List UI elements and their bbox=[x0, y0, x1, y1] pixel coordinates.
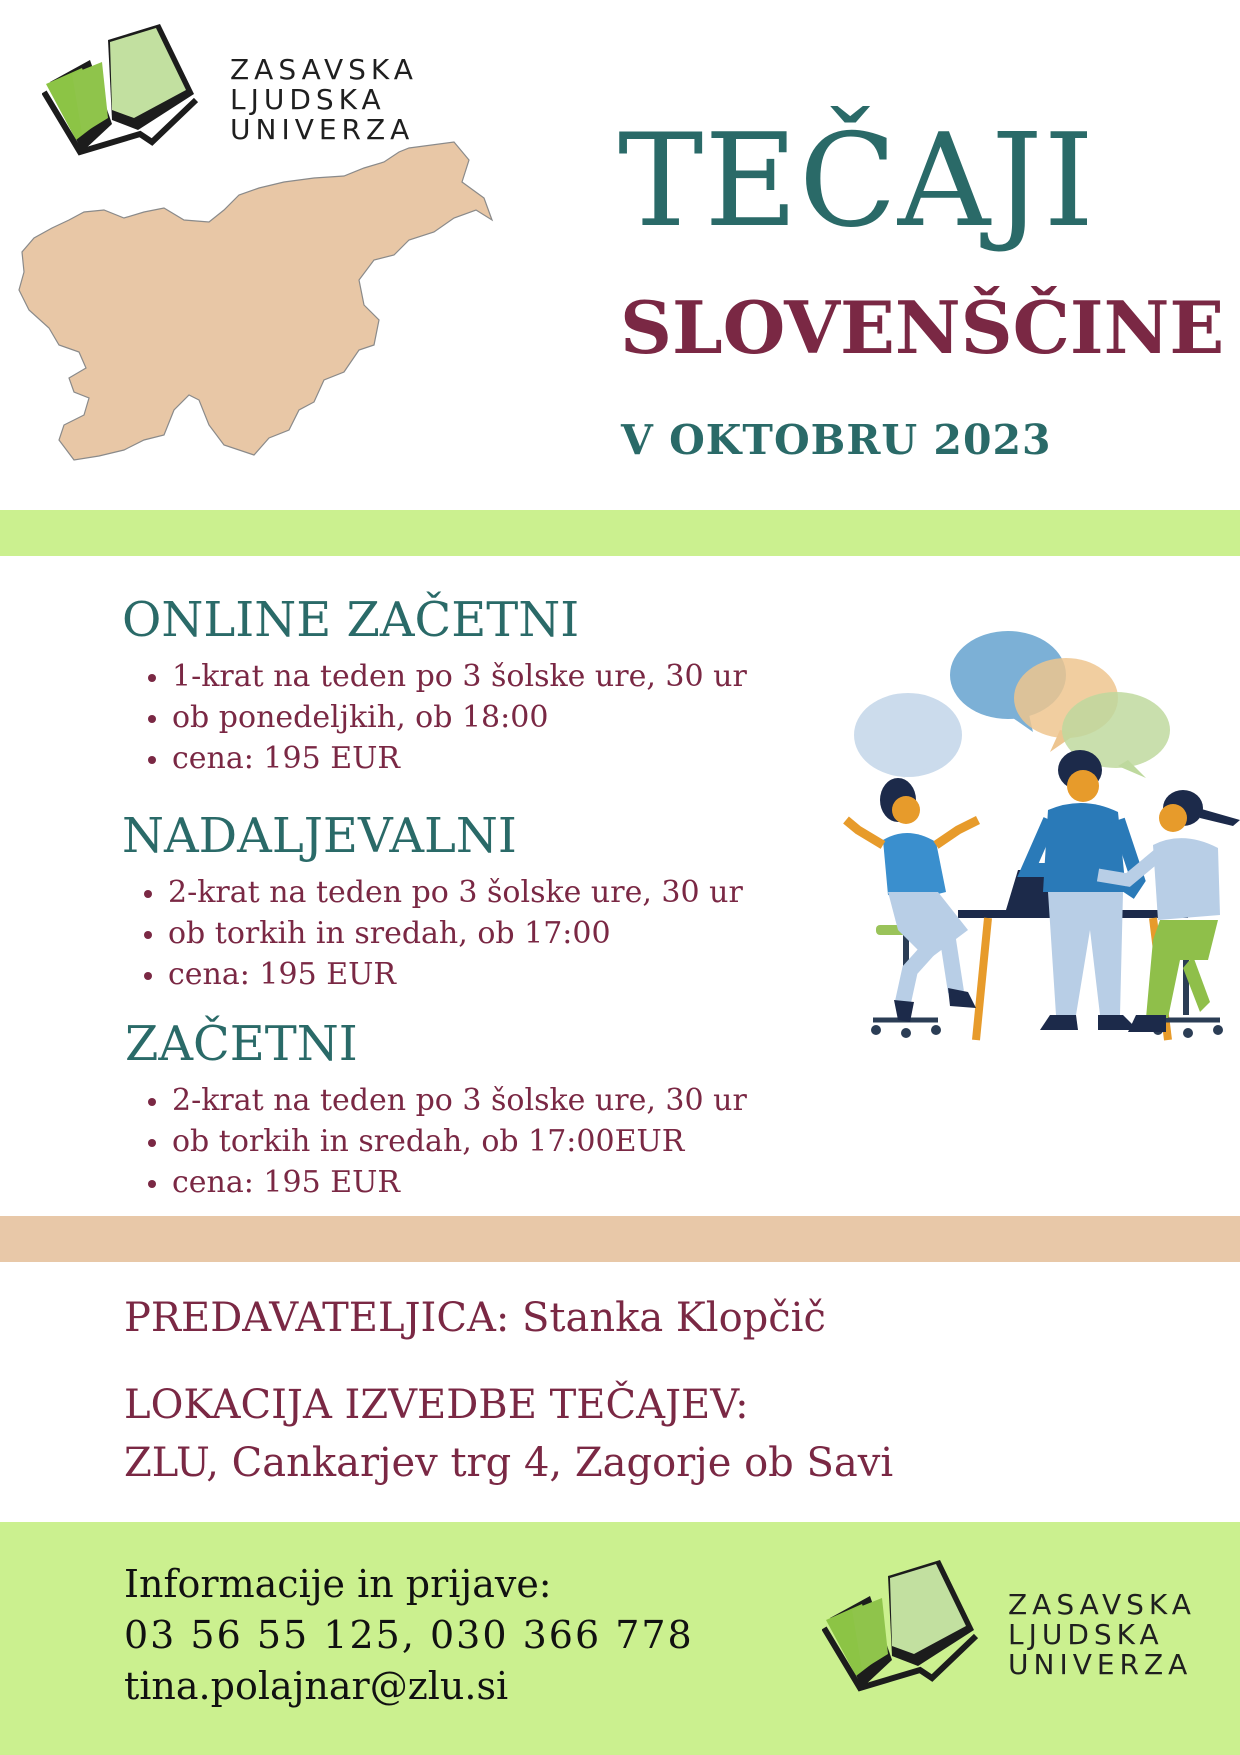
list-item: cena: 195 EUR bbox=[144, 1162, 747, 1203]
book-logo-icon bbox=[822, 1558, 992, 1698]
people-conversation-illustration bbox=[828, 630, 1240, 1050]
list-item: ob torkih in sredah, ob 17:00 bbox=[140, 913, 743, 954]
course-title-beginner: ZAČETNI bbox=[125, 1016, 358, 1072]
course-list-online bbox=[144, 656, 747, 779]
page-title: TEČAJI bbox=[618, 107, 1096, 256]
course-date: V OKTOBRU 2023 bbox=[621, 416, 1052, 464]
course-list-advanced bbox=[140, 872, 743, 995]
location-label: LOKACIJA IZVEDBE TEČAJEV: bbox=[124, 1382, 749, 1428]
list-item: cena: 195 EUR bbox=[144, 738, 747, 779]
page-subtitle: SLOVENŠČINE bbox=[620, 285, 1225, 370]
list-item: ob ponedeljkih, ob 18:00 bbox=[144, 697, 747, 738]
contact-heading: Informacije in prijave: bbox=[124, 1562, 552, 1606]
person-middle-icon bbox=[1028, 750, 1138, 1030]
contact-phones: 03 56 55 125, 030 366 778 bbox=[124, 1613, 694, 1657]
list-item: 2-krat na teden po 3 šolske ure, 30 ur bbox=[140, 872, 743, 913]
location-value: ZLU, Cankarjev trg 4, Zagorje ob Savi bbox=[124, 1440, 894, 1486]
list-item: cena: 195 EUR bbox=[140, 954, 743, 995]
logo-line-3: UNIVERZA bbox=[230, 113, 415, 147]
list-item: 2-krat na teden po 3 šolske ure, 30 ur bbox=[144, 1080, 747, 1121]
logo-line-2: LJUDSKA bbox=[230, 83, 386, 117]
logo-line-2: LJUDSKA bbox=[1008, 1618, 1164, 1652]
logo-line-1: ZASAVSKA bbox=[230, 53, 418, 86]
lecturer-text: PREDAVATELJICA: Stanka Klopčič bbox=[124, 1295, 826, 1341]
contact-email[interactable]: tina.polajnar@zlu.si bbox=[124, 1664, 509, 1708]
person-left-icon bbox=[846, 778, 978, 1038]
course-title-online: ONLINE ZAČETNI bbox=[122, 592, 580, 648]
list-item: 1-krat na teden po 3 šolske ure, 30 ur bbox=[144, 656, 747, 697]
course-list-beginner bbox=[144, 1080, 747, 1203]
divider-band-green bbox=[0, 510, 1240, 556]
list-item: ob torkih in sredah, ob 17:00EUR bbox=[144, 1121, 747, 1162]
divider-band-tan bbox=[0, 1216, 1240, 1262]
logo-line-1: ZASAVSKA bbox=[1008, 1588, 1196, 1621]
speech-bubbles-icon bbox=[854, 631, 1170, 780]
course-title-advanced: NADALJEVALNI bbox=[122, 808, 517, 864]
slovenia-map-icon bbox=[14, 140, 494, 470]
logo-line-3: UNIVERZA bbox=[1008, 1648, 1193, 1682]
